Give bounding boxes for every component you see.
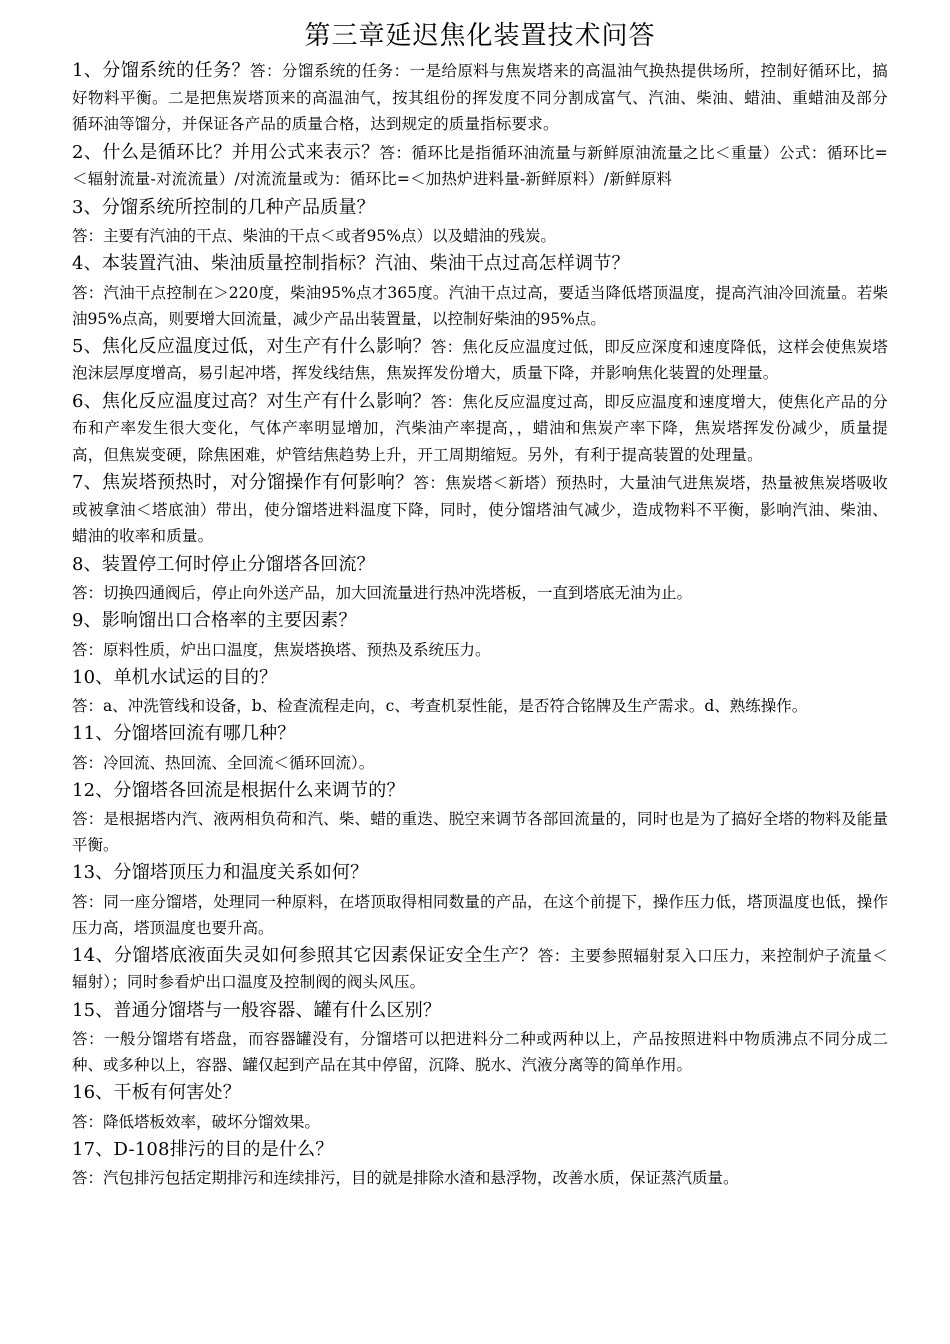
answer-text: 答：冷回流、热回流、全回流＜循环回流）。 [72,753,375,772]
question-paragraph [72,58,888,138]
question-text: 14、分馏塔底液面失灵如何参照其它因素保证安全生产？ [72,944,538,966]
qa-item [72,251,888,332]
question-text: 15、普通分馏塔与一般容器、罐有什么区别？ [72,999,442,1021]
question-paragraph [72,334,888,387]
question-text: 13、分馏塔顶压力和温度关系如何？ [72,862,369,883]
question-text: 4、本装置汽油、柴油质量控制指标？汽油、柴油干点过高怎样调节？ [72,253,630,274]
qa-item [72,389,888,469]
question-paragraph [72,251,888,278]
question-paragraph [72,1080,888,1107]
question-paragraph [72,552,888,579]
answer-text: 答：汽包排污包括定期排污和连续排污，目的就是排除水渣和悬浮物，改善水质，保证蒸汽质量。 [72,1169,739,1187]
question-paragraph [72,943,888,996]
question-text: 8、装置停工何时停止分馏塔各回流？ [72,553,375,575]
question-text: 5、焦化反应温度过低，对生产有什么影响？ [72,335,431,357]
question-paragraph [72,721,888,748]
answer-text: 答：切换四通阀后，停止向外送产品，加大回流量进行热冲洗塔板，一直到塔底无油为止。 [72,584,693,602]
question-paragraph [72,998,888,1025]
answer-text: 答：同一座分馏塔，处理同一种原料，在塔顶取得相同数量的产品，在这个前提下，操作压力低，塔顶温度也低，操作压力高，塔顶温度也要升高。 [72,892,888,937]
question-paragraph [72,778,888,805]
question-text: 16、干板有何害处？ [72,1082,241,1103]
answer-text: 答：a、冲洗管线和设备，b、检查流程走向，c、考查机泵性能，是否符合铭牌及生产需求。d、熟练操作。 [72,697,808,715]
question-text: 10、单机水试运的目的？ [72,666,278,688]
question-text: 12、分馏塔各回流是根据什么来调节的？ [72,779,405,801]
qa-item [72,860,888,941]
qa-item [72,552,888,607]
question-text: 6、焦化反应温度过高？对生产有什么影响？ [72,390,431,412]
answer-text: 答：焦化反应温度过低，即反应深度和速度降低，这样会使焦炭塔泡沫层厚度增高，易引起冲塔，挥发线结焦，焦炭挥发份增大，质量下降，并影响焦化装置的处理量。 [72,337,889,382]
answer-text: 答：原料性质，炉出口温度，焦炭塔换塔、预热及系统压力。 [72,640,491,659]
qa-item [72,195,888,250]
answer-text: 答：一般分馏塔有塔盘，而容器罐没有，分馏塔可以把进料分二种或两种以上，产品按照进料中物质沸点不同分成二种、或多种以上，容器、罐仅起到产品在其中停留，沉降、脱水、汽液分离等的简单作用。 [72,1030,888,1074]
answer-text: 答：汽油干点控制在＞220度，柴油95%点才365度。汽油干点过高，要适当降低塔顶温度，提高汽油冷回流量。若柴油95%点高，则要增大回流量，减少产品出装置量，以控制好柴油的95%点。 [72,283,888,328]
page-title: 第三章延迟焦化装置技术问答 [304,21,656,51]
answer-text: 答：主要参照辐射泵入口压力，来控制炉子流量＜辐射）；同时参看炉出口温度及控制阀的阀头风压。 [72,946,889,991]
question-paragraph [72,860,888,887]
question-paragraph [72,140,888,193]
answer-text: 答：焦炭塔＜新塔）预热时，大量油气进焦炭塔，热量被焦炭塔吸收或被拿油＜塔底油）带出，使分馏塔进料温度下降，同时，使分馏塔油气减少，造成物料不平衡，影响汽油、柴油、蜡油的收率和质量。 [72,474,888,545]
question-text: 1、分馏系统的任务？ [72,60,251,81]
answer-text: 答：循环比是指循环油流量与新鲜原油流量之比＜重量）公式：循环比=＜辐射流量-对流流量）/对流流量或为：循环比=＜加热炉进料量-新鲜原料）/新鲜原料 [72,143,888,188]
question-paragraph [72,195,888,222]
question-paragraph [72,665,888,692]
answer-text: 答：是根据塔内汽、液两相负荷和汽、柴、蜡的重迭、脱空来调节各部回流量的，同时也是为了搞好全塔的物料及能量平衡。 [72,810,888,854]
question-paragraph [72,1137,888,1164]
qa-item [72,998,888,1079]
question-paragraph [72,470,888,550]
question-paragraph [72,608,888,635]
qa-item [72,665,888,720]
answer-text: 答：分馏系统的任务：一是给原料与焦炭塔来的高温油气换热提供场所，控制好循环比，搞好物料平衡。二是把焦炭塔顶来的高温油气，按其组份的挥发度不同分割成富气、汽油、柴油、蜡油、重蜡油及部分循环油等馏分，并保证各产品的质量合格，达到规定的质量指标要求。 [72,62,888,133]
question-text: 7、焦炭塔预热时，对分馏操作有何影响？ [72,472,414,493]
qa-item [72,334,888,387]
qa-item [72,470,888,550]
qa-item [72,140,888,193]
qa-item [72,778,888,859]
qa-item [72,721,888,776]
qa-list [72,58,888,1191]
question-text: 9、影响馏出口合格率的主要因素？ [72,610,357,631]
answer-text: 答：焦化反应温度过高，即反应温度和速度增大，使焦化产品的分布和产率发生很大变化，气体产率明显增加，汽柴油产率提高，，蜡油和焦炭产率下降，焦炭塔挥发份减少，质量提高，但焦炭变硬，除焦困难，炉管结焦趋势上升，开工周期缩短。另外，有利于提高装置的处理量。 [72,392,889,464]
question-text: 17、D-108排污的目的是什么？ [72,1138,334,1160]
qa-item [72,608,888,663]
qa-item [72,58,888,138]
qa-item [72,943,888,996]
question-paragraph [72,389,888,469]
qa-item [72,1080,888,1135]
question-text: 2、什么是循环比？并用公式来表示？ [72,141,380,163]
question-text: 11、分馏塔回流有哪几种？ [72,723,296,744]
question-text: 3、分馏系统所控制的几种产品质量？ [72,196,375,218]
answer-text: 答：主要有汽油的干点、柴油的干点＜或者95%点）以及蜡油的残炭。 [72,227,556,245]
qa-item [72,1137,888,1192]
answer-text: 答：降低塔板效率，破坏分馏效果。 [72,1112,321,1131]
